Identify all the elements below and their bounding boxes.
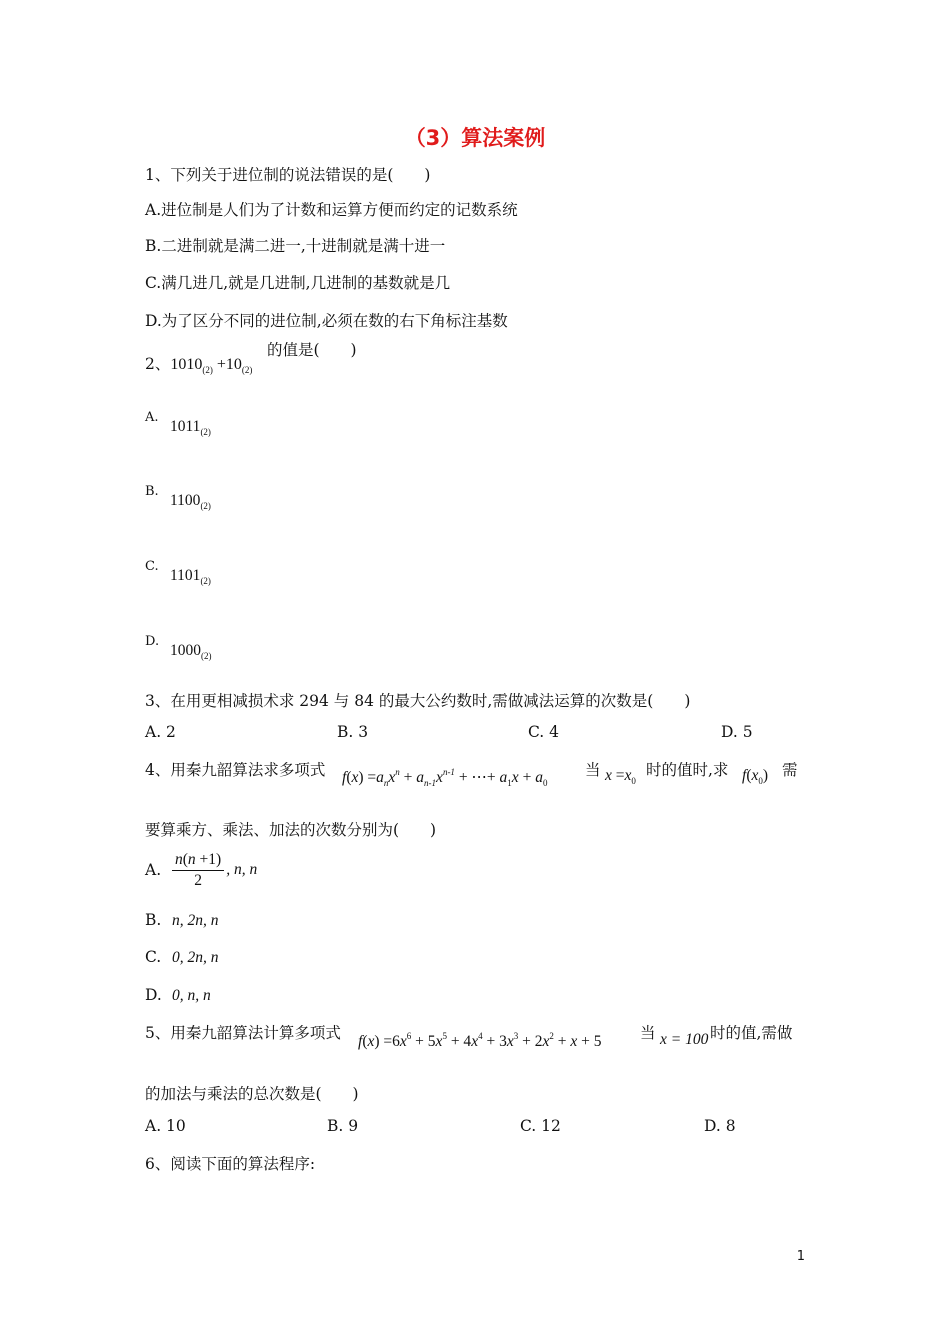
q1-option-b: B.二进制就是满二进一,十进制就是满十进一 xyxy=(145,237,446,255)
q5-option-d: D. 8 xyxy=(704,1117,736,1135)
q5-stem-pre: 5、用秦九韶算法计算多项式 xyxy=(145,1024,341,1042)
q2-number: 2、 xyxy=(145,355,171,373)
q2-option-b: $1100_{(2)}$ xyxy=(170,492,211,511)
q2-stem xyxy=(145,352,252,375)
q5-polynomial: $f(x) =6x^6 + 5x^5 + 4x^4 + 3x^3 + 2x^2 + x + 5$ xyxy=(358,1031,602,1050)
q2-option-a: $1011_{(2)}$ xyxy=(170,418,211,437)
q5-x-value: x = 100 xyxy=(660,1031,709,1048)
q4-stem-pre: 4、用秦九韶算法求多项式 xyxy=(145,761,326,779)
q5-when: 当 xyxy=(640,1024,656,1042)
q4-option-a-fraction: $\frac{n(n +1)}{2}$ xyxy=(172,851,224,890)
q5-stem-post: 时的值,需做 xyxy=(710,1024,793,1042)
q2-label-a: A. xyxy=(145,410,159,425)
q4-when: 当 xyxy=(585,761,601,779)
q2-tail: 的值是( ) xyxy=(267,341,357,359)
q4-x-equals: $x =x_0$ xyxy=(605,767,636,786)
q3-option-c: C. 4 xyxy=(528,723,560,741)
q5-stem-line2: 的加法与乘法的总次数是( ) xyxy=(145,1085,359,1103)
q3-option-b: B. 3 xyxy=(337,723,369,741)
page-number: 1 xyxy=(796,1249,805,1264)
q1-option-a: A.进位制是人们为了计数和运算方便而约定的记数系统 xyxy=(145,201,518,219)
q2-label-b: B. xyxy=(145,484,159,499)
q2-label-d: D. xyxy=(145,634,160,649)
q4-option-b: n, 2n, n xyxy=(172,912,219,929)
q2-expression: $1010_{(2)} +10_{(2)}$ xyxy=(170,356,253,375)
q4-polynomial: $f(x) =a_nx^n + a_{n-1}x^{n-1}$ + ⋯+ $a_1x + a_0$ xyxy=(342,767,548,788)
q2-option-c: $1101_{(2)}$ xyxy=(170,567,211,586)
q5-option-a: A. 10 xyxy=(145,1117,186,1135)
q2-label-c: C. xyxy=(145,559,159,574)
q4-f-x0: $f(x_0)$ xyxy=(742,767,769,786)
q4-option-d: 0, n, n xyxy=(172,987,211,1004)
q5-option-c: C. 12 xyxy=(520,1117,561,1135)
q4-stem-line2: 要算乘方、乘法、加法的次数分别为( ) xyxy=(145,821,437,839)
q2-option-d: $1000_{(2)}$ xyxy=(170,642,212,661)
q4-stem-mid: 时的值时,求 xyxy=(646,761,729,779)
q4-option-c: 0, 2n, n xyxy=(172,949,219,966)
q1-option-d: D.为了区分不同的进位制,必须在数的右下角标注基数 xyxy=(145,312,508,330)
q1-option-c: C.满几进几,就是几进制,几进制的基数就是几 xyxy=(145,274,451,292)
page-title: （3）算法案例 xyxy=(404,126,546,150)
q3-option-a: A. 2 xyxy=(145,723,176,741)
q4-label-a: A. xyxy=(145,861,162,879)
q4-label-c: C. xyxy=(145,948,162,966)
q4-stem-post: 需 xyxy=(782,761,798,779)
q4-option-a: $\frac{n(n +1)}{2}$ , n, n xyxy=(172,851,257,890)
q4-label-d: D. xyxy=(145,986,162,1004)
q1-stem: 1、下列关于进位制的说法错误的是( ) xyxy=(145,166,431,184)
q5-option-b: B. 9 xyxy=(327,1117,359,1135)
q3-stem: 3、在用更相减损术求 294 与 84 的最大公约数时,需做减法运算的次数是( ) xyxy=(145,692,691,710)
q6-stem: 6、阅读下面的算法程序: xyxy=(145,1155,316,1173)
q4-label-b: B. xyxy=(145,911,162,929)
q3-option-d: D. 5 xyxy=(721,723,753,741)
